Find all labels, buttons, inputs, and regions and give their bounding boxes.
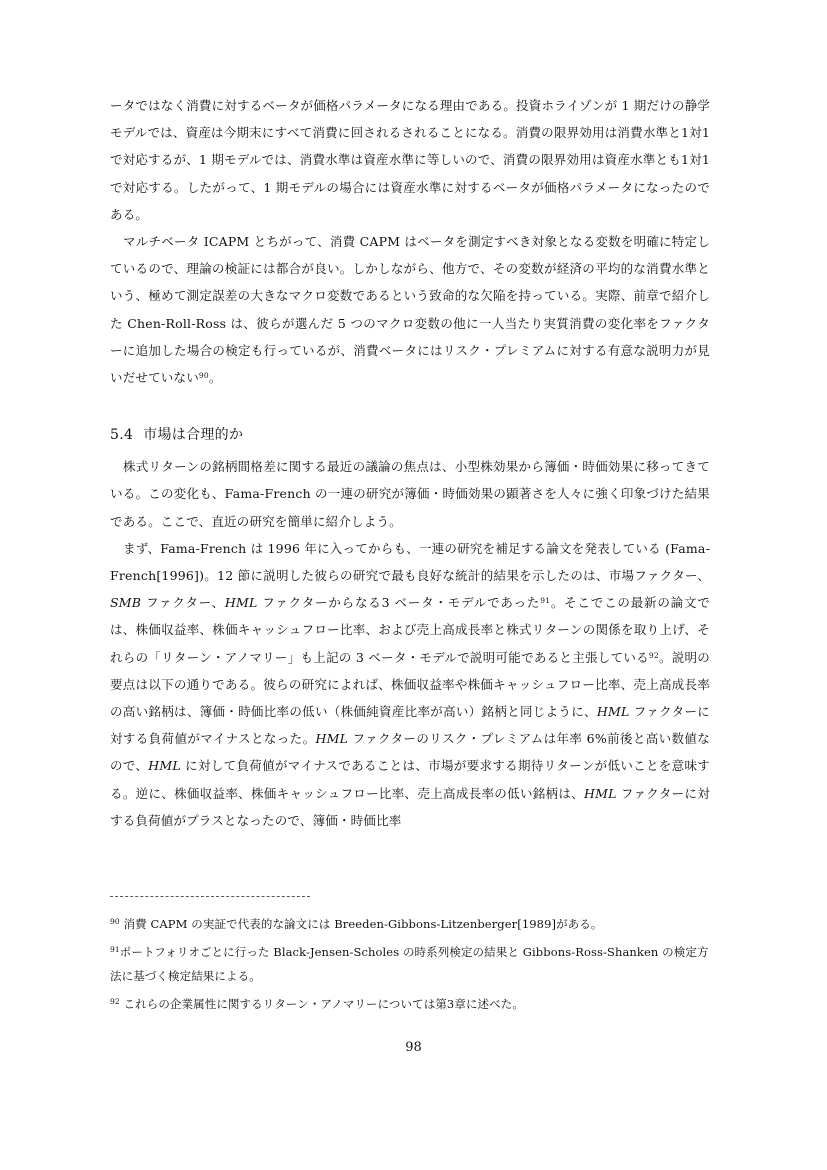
- hml-term: HML: [584, 785, 617, 801]
- hml-term: HML: [148, 758, 181, 774]
- hml-term: HML: [596, 704, 630, 720]
- footnote-ref-91: 91: [540, 596, 551, 606]
- smb-term: SMB: [110, 595, 142, 611]
- footnote-91: [110, 940, 710, 988]
- hml-term: HML: [224, 595, 258, 611]
- footnote-mark: 90: [110, 917, 120, 926]
- footnote-divider: [110, 896, 310, 897]
- page-number: 98: [405, 1040, 422, 1055]
- footnote-text: 消費 CAPM の実証で代表的な論文には Breeden-Gibbons-Litzenberger[1989]がある。: [123, 917, 603, 931]
- p4-seg-3: ファクターからなる3 ベータ・モデルであった: [257, 595, 541, 611]
- footnote-ref-92: 92: [648, 650, 659, 660]
- p4-seg-1: まず、Fama-French は 1996 年に入ってからも、一連の研究を補足する論文を発表している (Fama-French[1996])。12 節に説明した彼らの研究で最も良好な統計的結果を示したのは、市場ファクター、: [110, 540, 710, 584]
- p4-seg-2: ファクター、: [141, 595, 225, 611]
- paragraph-1: ータではなく消費に対するベータが価格パラメータになる理由である。投資ホライゾンが 1 期だけの静学モデルでは、資産は今期末にすべて消費に回されるされることになる。消費の限界効用は消費水準と1対1で対応するが、1 期モデルでは、消費水準は資産水準に等しいので、消費の限界効用は資産水準とも1対1で対応する。したがって、1 期モデルの場合には資産水準に対するベータが価格パラメータになったのである。: [110, 98, 710, 222]
- paragraph-2: マルチベータ ICAPM とちがって、消費 CAPM はベータを測定すべき対象となる変数を明確に特定しているので、理論の検証には都合が良い。しかしながら、他方で、その変数が経済の平均的な消費水準という、極めて測定誤差の大きなマクロ変数であるという致命的な欠陥を持っている。実際、前章で紹介した Chen-Roll-Ross は、彼らが選んだ 5 つのマクロ変数の他に一人当たり実質消費の変化率をファクターに追加した場合の検定も行っているが、消費ベータにはリスク・プレミアムに対する有意な説明力が見いだせていない$^{90}$。: [110, 234, 710, 386]
- paragraph-2-text: マルチベータ ICAPM とちがって、消費 CAPM はベータを測定すべき対象となる変数を明確に特定しているので、理論の検証には都合が良い。しかしながら、他方で、その変数が経済の平均的な消費水準という、極めて測定誤差の大きなマクロ変数であるという致命的な欠陥を持っている。実際、前章で紹介した Chen-Roll-Ross は、彼らが選んだ 5 つのマクロ変数の他に一人当たり実質消費の変化率をファクターに追加した場合の検定も行っているが、消費ベータにはリスク・プレミアムに対する有意な説明力が見いだせていない: [110, 234, 710, 386]
- section-title: 市場は合理的か: [143, 427, 244, 444]
- footnote-mark: 92: [110, 997, 120, 1006]
- section-number: 5.4: [110, 427, 134, 444]
- section-heading: [110, 421, 710, 449]
- footnote-90: [110, 912, 710, 936]
- p4-seg-7: ファクターのリスク・プレミアムは年率 6%前後と高い数値なので、: [110, 731, 711, 774]
- footnotes: [110, 912, 710, 1020]
- body-text: [110, 92, 710, 834]
- footnote-text: ポートフォリオごとに行った Black-Jensen-Scholes の時系列検定の結果と Gibbons-Ross-Shanken の検定方法に基づく検定結果による。: [110, 945, 709, 983]
- footnote-92: [110, 992, 710, 1016]
- p4-seg-9: ファクターに対する負荷値がプラスとなったので、簿価・時価比率: [110, 785, 711, 828]
- paragraph-4: [110, 535, 710, 834]
- p4-seg-5: 。説明の要点は以下の通りである。彼らの研究によれば、株価収益率や株価キャッシュフロー比率、売上高成長率の高い銘柄は、簿価・時価比率の低い（株価純資産比率が高い）銘柄と同じように、: [110, 649, 710, 720]
- paragraph-3: 株式リターンの銘柄間格差に関する最近の議論の焦点は、小型株効果から簿価・時価効果に移ってきている。この変化も、Fama-French の一連の研究が簿価・時価効果の顕著さを人々に強く印象づけた結果である。ここで、直近の研究を簡単に紹介しよう。: [110, 459, 710, 529]
- footnote-ref-90: 90: [198, 371, 209, 381]
- footnote-text: これらの企業属性に関するリターン・アノマリーについては第3章に述べた。: [123, 997, 524, 1011]
- hml-term: HML: [315, 731, 349, 747]
- p4-seg-8: に対して負荷値がマイナスであることは、市場が要求する期待リターンが低いことを意味する。逆に、株価収益率、株価キャッシュフロー比率、売上高成長率の低い銘柄は、: [110, 758, 710, 801]
- p4-seg-4: 。そこでこの最新の論文では、株価収益率、株価キャッシュフロー比率、および売上高成長率と株式リターンの関係を取り上げ、それらの「リターン・アノマリー」も上記の 3 ベータ・モデルで説明可能であると主張している: [110, 595, 710, 665]
- p4-seg-6: ファクターに対する負荷値がマイナスとなった。: [110, 704, 710, 747]
- footnote-mark: 91: [110, 945, 120, 954]
